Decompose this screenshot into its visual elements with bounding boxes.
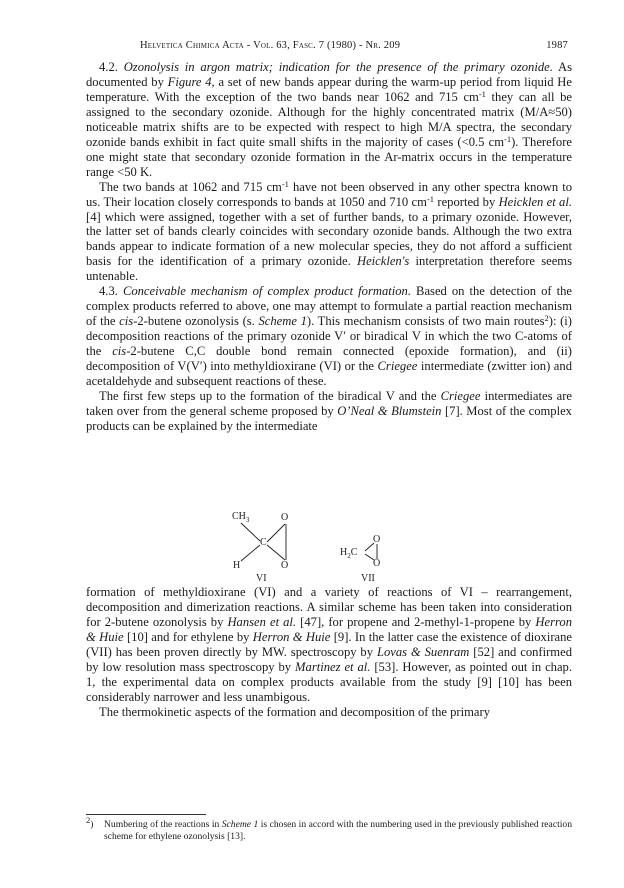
author-citation: Criegee	[440, 388, 481, 403]
text-run: Based on the detection of the complex products referred to above, one may attempt to formulate a partial reaction mechanism of the	[86, 284, 573, 329]
author-citation: Heicklen et al.	[498, 194, 573, 209]
text-run: they can all be assigned to the secondary ozonide. Although for the highly concentrated matrix (M/A≈50) noticeable matrix shifts are to be expected with respect to high M/A spectra, the secondary ozonide bands exhibit in fact quite small shifts in the majority of cases (<0.5 cm	[86, 89, 572, 149]
author-citation: Heicklen's	[356, 254, 410, 269]
oxygen-top-vi: O	[281, 512, 289, 523]
text-run: [7]. Most of the complex products can be explained by the intermediate	[86, 403, 572, 433]
footnote-mark: 2	[86, 815, 91, 825]
scheme-reference: Scheme 1	[221, 819, 259, 830]
subscript: 3	[245, 516, 250, 524]
hydrogen-vi: H	[233, 560, 241, 571]
footnote-number: $^2$)	[86, 815, 94, 830]
oxygen-bottom-vii: O	[373, 558, 381, 569]
carbon-vi: C	[260, 537, 267, 548]
continuation-paragraph	[86, 585, 572, 705]
atom-label: CH	[232, 511, 246, 522]
structural-formulas	[225, 511, 425, 584]
last-paragraph: The thermokinetic aspects of the formation and decomposition of the primary	[99, 704, 490, 719]
author-citation: Criegee	[377, 359, 418, 374]
superscript: -1	[478, 88, 486, 99]
text-run: The first few steps up to the formation of the biradical V and the	[99, 388, 441, 403]
footnote	[86, 815, 572, 842]
text-run: -2-butene ozonolysis (s.	[133, 314, 259, 329]
scheme-reference: Scheme 1	[258, 314, 307, 329]
superscript: -1	[504, 133, 512, 144]
text-run: [9]. In the latter case the existence of dioxirane (VII) has been proven directly by MW. spectroscopy by	[86, 629, 572, 659]
text-run: intermediate (zwitter ion) and acetaldehyde and subsequent reactions of these.	[86, 359, 572, 389]
text-run: ). Therefore one might state that secondary ozonide formation in the Ar-matrix occurs in the temperature range <50 K.	[86, 134, 572, 179]
compound-label-vi: VI	[256, 573, 267, 584]
atom-label: C	[350, 547, 358, 558]
author-citation: Herron & Huie	[86, 614, 573, 644]
atom-label: H	[340, 547, 348, 558]
superscript: -1	[281, 178, 289, 189]
section-title: Ozonolysis in argon matrix; indication for the presence of the primary ozonide.	[123, 60, 553, 74]
bond-h-c	[241, 545, 260, 561]
text-run: Numbering of the reactions in	[104, 819, 222, 830]
section-4-3-paragraph-1	[86, 284, 572, 389]
text-run: interpretation therefore seems untenable.	[86, 254, 572, 284]
text-run: reported by	[434, 194, 499, 209]
body-text-upper	[86, 60, 572, 434]
text-run: [4] which were assigned, together with a set of further bands, to a primary ozonide. However, the latter set of bands clearly coincides with secondary ozonide bands. Although the two extra bands appear to indicate formation of a new molecular species, they do not afford a sufficient basis for the identification of a primary ozonide.	[86, 209, 572, 269]
oxygen-top-vii: O	[373, 534, 381, 545]
section-number: 4.2.	[99, 60, 118, 74]
compound-label-vii: VII	[361, 573, 375, 584]
author-citation: Hansen et al.	[227, 614, 297, 629]
footnote-body	[104, 819, 572, 842]
footnote-rule	[86, 814, 206, 815]
oxygen-bottom-vi: O	[281, 560, 289, 571]
author-citation: Lovas & Suenram	[376, 644, 470, 659]
journal-citation: Helvetica Chimica Acta - Vol. 63, Fasc. 7 (1980) - Nr. 209	[140, 40, 401, 51]
superscript: -1	[426, 193, 435, 204]
subscript: 2	[347, 552, 351, 560]
section-title: Conceivable mechanism of complex product formation.	[122, 284, 412, 299]
text-run: As documented by	[86, 60, 572, 89]
italic-term: cis	[112, 344, 127, 359]
text-run: have not been observed in any other spectra known to us. Their location closely corresponds to bands at 1050 and 710 cm	[86, 179, 572, 209]
text-run: [47], for propene and 2-methyl-1-propene by	[296, 614, 536, 629]
text-run: ): (i) decomposition reactions of the primary ozonide V′ or biradical V in which the two C-atoms of the	[86, 314, 572, 359]
section-4-2-paragraph-2	[86, 180, 572, 285]
h2c-group	[340, 547, 357, 562]
running-header	[86, 40, 570, 56]
text-run: a set of new bands appear during the warm-up period from liquid He temperature. With the exception of the two bands near 1062 and 715 cm	[86, 74, 572, 104]
text-run: -2-butene C,C double bond remain connected (epoxide formation), and (ii) decomposition of V(V′) into methyldioxirane (VI) or the	[86, 344, 572, 374]
author-citation: O’Neal & Blumstein	[337, 403, 442, 418]
section-4-3-paragraph-2	[86, 389, 572, 434]
figure-reference: Figure 4,	[167, 74, 215, 89]
section-4-2-paragraph-1	[86, 60, 572, 180]
formula-bonds	[225, 511, 425, 581]
text-run: formation of methyldioxirane (VI) and a variety of reactions of VI – rearrangement, decomposition and dimerization reactions. A similar scheme has been taken into consideration for 2-butene ozonolysis by	[86, 585, 572, 629]
author-citation: Martinez et al.	[295, 659, 371, 674]
text-run: The two bands at 1062 and 715 cm	[99, 179, 282, 194]
text-run: intermediates are taken over from the general scheme proposed by	[86, 388, 572, 418]
text-run: [10] and for ethylene by	[123, 629, 253, 644]
text-run: [53]. However, as pointed out in chap. 1, the experimental data on complex products available from the study [9] [10] has been considerably narrower and less unambigous.	[86, 659, 573, 704]
section-number: 4.3.	[99, 284, 118, 299]
text-run: is chosen in accord with the numbering used in the previously published reaction scheme for ethylene ozonolysis [13].	[104, 819, 572, 842]
body-text-lower	[86, 585, 572, 720]
bond-c-o-bottom	[267, 545, 285, 560]
italic-term: cis	[119, 314, 134, 329]
text-run: ). This mechanism consists of two main routes	[306, 314, 545, 329]
author-citation: Herron & Huie	[252, 629, 331, 644]
text-run: [52] and confirmed by low resolution mass spectroscopy by	[86, 644, 572, 674]
ch3-group	[232, 511, 249, 526]
footnote-marker: 2	[544, 313, 549, 324]
page-number: 1987	[546, 40, 568, 51]
bond-c-o-top	[267, 524, 285, 542]
